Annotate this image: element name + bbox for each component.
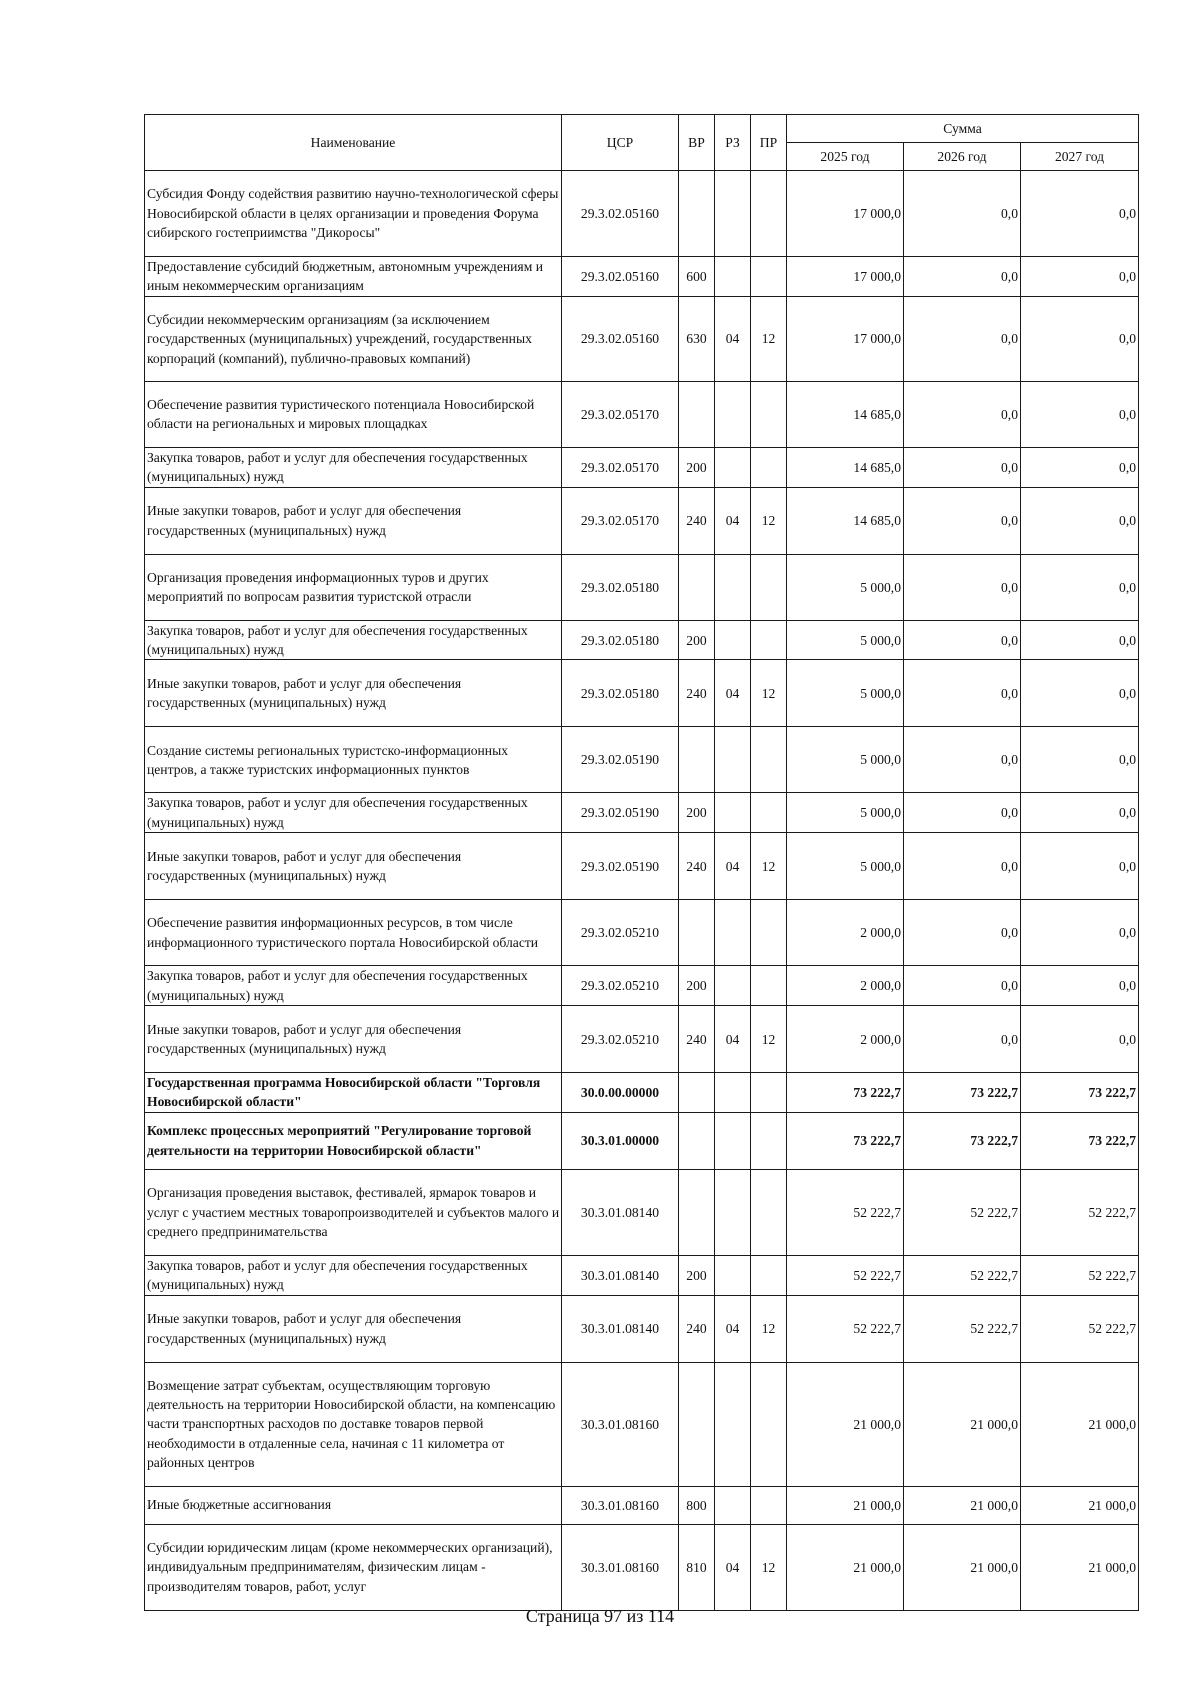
row-csr: 29.3.02.05160 xyxy=(562,171,679,257)
row-name: Организация проведения выставок, фестивалей, ярмарок товаров и услуг с участием местных товаропроизводителей и субъектов малого и среднего предпринимательства xyxy=(145,1169,562,1255)
row-csr: 29.3.02.05180 xyxy=(562,554,679,620)
header-vr: ВР xyxy=(679,115,715,171)
row-sum-2027: 0,0 xyxy=(1021,833,1139,900)
row-rz xyxy=(715,381,751,447)
table-header xyxy=(145,115,1139,171)
row-sum-2027: 52 222,7 xyxy=(1021,1169,1139,1255)
table-row xyxy=(145,554,1139,620)
row-vr xyxy=(679,554,715,620)
row-sum-2026: 0,0 xyxy=(904,447,1021,487)
row-name: Обеспечение развития туристического потенциала Новосибирской области на региональных и мировых площадках xyxy=(145,381,562,447)
row-pr: 12 xyxy=(751,1295,787,1362)
row-rz: 04 xyxy=(715,833,751,900)
row-csr: 30.3.01.08160 xyxy=(562,1486,679,1524)
row-rz: 04 xyxy=(715,1524,751,1610)
row-csr: 30.3.01.08140 xyxy=(562,1295,679,1362)
row-sum-2026: 0,0 xyxy=(904,660,1021,727)
row-pr xyxy=(751,1362,787,1486)
row-vr xyxy=(679,1362,715,1486)
row-vr xyxy=(679,1073,715,1113)
row-pr: 12 xyxy=(751,296,787,381)
row-pr xyxy=(751,1486,787,1524)
row-sum-2025: 17 000,0 xyxy=(787,296,904,381)
row-sum-2026: 0,0 xyxy=(904,900,1021,966)
row-sum-2026: 52 222,7 xyxy=(904,1295,1021,1362)
row-csr: 29.3.02.05180 xyxy=(562,660,679,727)
row-csr: 29.3.02.05170 xyxy=(562,487,679,554)
row-vr: 240 xyxy=(679,1295,715,1362)
row-csr: 29.3.02.05210 xyxy=(562,900,679,966)
row-vr xyxy=(679,1169,715,1255)
row-csr: 29.3.02.05210 xyxy=(562,1006,679,1073)
row-sum-2027: 0,0 xyxy=(1021,381,1139,447)
table-row xyxy=(145,1295,1139,1362)
row-rz xyxy=(715,1486,751,1524)
row-sum-2025: 5 000,0 xyxy=(787,793,904,833)
row-name: Комплекс процессных мероприятий "Регулирование торговой деятельности на территории Новосибирской области" xyxy=(145,1112,562,1169)
row-csr: 30.3.01.00000 xyxy=(562,1112,679,1169)
table-row xyxy=(145,1169,1139,1255)
row-csr: 30.3.01.08160 xyxy=(562,1524,679,1610)
row-csr: 29.3.02.05190 xyxy=(562,727,679,793)
table-body xyxy=(145,171,1139,1611)
header-rz: РЗ xyxy=(715,115,751,171)
row-vr: 240 xyxy=(679,833,715,900)
row-vr: 200 xyxy=(679,447,715,487)
table-row xyxy=(145,660,1139,727)
row-pr xyxy=(751,1073,787,1113)
table-row xyxy=(145,1486,1139,1524)
table-row xyxy=(145,487,1139,554)
row-pr: 12 xyxy=(751,1524,787,1610)
row-name: Закупка товаров, работ и услуг для обеспечения государственных (муниципальных) нужд xyxy=(145,1255,562,1295)
table-row xyxy=(145,257,1139,297)
table-row xyxy=(145,620,1139,660)
row-rz: 04 xyxy=(715,660,751,727)
row-sum-2027: 0,0 xyxy=(1021,296,1139,381)
row-sum-2025: 14 685,0 xyxy=(787,381,904,447)
row-pr xyxy=(751,257,787,297)
row-sum-2026: 0,0 xyxy=(904,554,1021,620)
row-vr: 240 xyxy=(679,487,715,554)
header-year-2025: 2025 год xyxy=(787,143,904,171)
table-row xyxy=(145,793,1139,833)
table-row xyxy=(145,1073,1139,1113)
row-csr: 30.0.00.00000 xyxy=(562,1073,679,1113)
row-name: Субсидия Фонду содействия развитию научно-технологической сферы Новосибирской области в целях организации и проведения Форума сибирского гостеприимства "Дикоросы" xyxy=(145,171,562,257)
row-vr xyxy=(679,1112,715,1169)
row-sum-2025: 14 685,0 xyxy=(787,447,904,487)
row-pr xyxy=(751,620,787,660)
row-pr xyxy=(751,1169,787,1255)
row-name: Закупка товаров, работ и услуг для обеспечения государственных (муниципальных) нужд xyxy=(145,793,562,833)
row-sum-2026: 73 222,7 xyxy=(904,1112,1021,1169)
row-name: Закупка товаров, работ и услуг для обеспечения государственных (муниципальных) нужд xyxy=(145,447,562,487)
header-year-2026: 2026 год xyxy=(904,143,1021,171)
row-rz xyxy=(715,1112,751,1169)
row-csr: 29.3.02.05180 xyxy=(562,620,679,660)
row-sum-2025: 17 000,0 xyxy=(787,257,904,297)
row-sum-2027: 0,0 xyxy=(1021,620,1139,660)
row-csr: 30.3.01.08140 xyxy=(562,1255,679,1295)
row-pr xyxy=(751,381,787,447)
row-sum-2026: 0,0 xyxy=(904,171,1021,257)
row-sum-2025: 73 222,7 xyxy=(787,1073,904,1113)
row-csr: 29.3.02.05170 xyxy=(562,447,679,487)
row-rz xyxy=(715,1169,751,1255)
row-name: Иные закупки товаров, работ и услуг для обеспечения государственных (муниципальных) нужд xyxy=(145,487,562,554)
table-row xyxy=(145,966,1139,1006)
row-rz xyxy=(715,257,751,297)
row-vr: 200 xyxy=(679,1255,715,1295)
row-sum-2027: 21 000,0 xyxy=(1021,1524,1139,1610)
row-sum-2025: 2 000,0 xyxy=(787,966,904,1006)
row-sum-2027: 21 000,0 xyxy=(1021,1486,1139,1524)
row-sum-2027: 73 222,7 xyxy=(1021,1112,1139,1169)
row-pr xyxy=(751,900,787,966)
row-sum-2027: 0,0 xyxy=(1021,447,1139,487)
row-sum-2026: 0,0 xyxy=(904,257,1021,297)
row-name: Иные закупки товаров, работ и услуг для обеспечения государственных (муниципальных) нужд xyxy=(145,660,562,727)
row-sum-2025: 52 222,7 xyxy=(787,1255,904,1295)
row-rz xyxy=(715,171,751,257)
row-pr xyxy=(751,171,787,257)
row-rz: 04 xyxy=(715,1295,751,1362)
row-pr xyxy=(751,1112,787,1169)
row-sum-2027: 0,0 xyxy=(1021,660,1139,727)
row-sum-2025: 21 000,0 xyxy=(787,1486,904,1524)
header-csr: ЦСР xyxy=(562,115,679,171)
row-csr: 29.3.02.05210 xyxy=(562,966,679,1006)
row-sum-2025: 5 000,0 xyxy=(787,620,904,660)
row-name: Иные бюджетные ассигнования xyxy=(145,1486,562,1524)
header-pr: ПР xyxy=(751,115,787,171)
row-sum-2027: 52 222,7 xyxy=(1021,1295,1139,1362)
row-csr: 29.3.02.05160 xyxy=(562,296,679,381)
row-vr: 200 xyxy=(679,966,715,1006)
row-vr: 240 xyxy=(679,660,715,727)
row-rz xyxy=(715,1073,751,1113)
row-sum-2026: 0,0 xyxy=(904,487,1021,554)
row-vr: 630 xyxy=(679,296,715,381)
table-row xyxy=(145,900,1139,966)
row-vr: 200 xyxy=(679,620,715,660)
row-sum-2027: 0,0 xyxy=(1021,487,1139,554)
row-sum-2025: 52 222,7 xyxy=(787,1295,904,1362)
row-rz xyxy=(715,1362,751,1486)
row-sum-2026: 0,0 xyxy=(904,727,1021,793)
row-rz xyxy=(715,447,751,487)
row-vr xyxy=(679,171,715,257)
row-vr: 240 xyxy=(679,1006,715,1073)
row-csr: 30.3.01.08140 xyxy=(562,1169,679,1255)
row-sum-2025: 21 000,0 xyxy=(787,1524,904,1610)
row-vr xyxy=(679,900,715,966)
row-sum-2025: 21 000,0 xyxy=(787,1362,904,1486)
table-row xyxy=(145,1112,1139,1169)
row-pr xyxy=(751,447,787,487)
row-sum-2025: 2 000,0 xyxy=(787,900,904,966)
row-rz: 04 xyxy=(715,487,751,554)
row-name: Обеспечение развития информационных ресурсов, в том числе информационного туристического портала Новосибирской области xyxy=(145,900,562,966)
table-row xyxy=(145,447,1139,487)
table-row xyxy=(145,1006,1139,1073)
row-vr: 600 xyxy=(679,257,715,297)
row-sum-2025: 14 685,0 xyxy=(787,487,904,554)
row-pr: 12 xyxy=(751,487,787,554)
row-sum-2027: 0,0 xyxy=(1021,1006,1139,1073)
row-sum-2026: 0,0 xyxy=(904,833,1021,900)
row-sum-2027: 0,0 xyxy=(1021,900,1139,966)
row-vr: 810 xyxy=(679,1524,715,1610)
row-sum-2025: 5 000,0 xyxy=(787,660,904,727)
row-name: Субсидии некоммерческим организациям (за исключением государственных (муниципальных) учреждений, государственных корпораций (компаний), публично-правовых компаний) xyxy=(145,296,562,381)
header-sum: Сумма xyxy=(787,115,1139,143)
row-sum-2027: 21 000,0 xyxy=(1021,1362,1139,1486)
row-pr xyxy=(751,793,787,833)
row-sum-2027: 0,0 xyxy=(1021,793,1139,833)
row-csr: 30.3.01.08160 xyxy=(562,1362,679,1486)
row-csr: 29.3.02.05190 xyxy=(562,833,679,900)
row-sum-2026: 52 222,7 xyxy=(904,1255,1021,1295)
row-rz: 04 xyxy=(715,296,751,381)
row-name: Субсидии юридическим лицам (кроме некоммерческих организаций), индивидуальным предпринимателям, физическим лицам - производителям товаров, работ, услуг xyxy=(145,1524,562,1610)
row-pr xyxy=(751,727,787,793)
row-sum-2025: 52 222,7 xyxy=(787,1169,904,1255)
row-pr: 12 xyxy=(751,1006,787,1073)
row-rz xyxy=(715,793,751,833)
row-pr: 12 xyxy=(751,660,787,727)
budget-table-wrapper xyxy=(144,114,1138,1611)
row-name: Иные закупки товаров, работ и услуг для обеспечения государственных (муниципальных) нужд xyxy=(145,833,562,900)
row-sum-2025: 73 222,7 xyxy=(787,1112,904,1169)
row-rz xyxy=(715,727,751,793)
row-pr xyxy=(751,554,787,620)
row-name: Государственная программа Новосибирской области "Торговля Новосибирской области" xyxy=(145,1073,562,1113)
table-row xyxy=(145,171,1139,257)
row-sum-2025: 5 000,0 xyxy=(787,833,904,900)
row-sum-2027: 0,0 xyxy=(1021,171,1139,257)
row-rz: 04 xyxy=(715,1006,751,1073)
row-name: Предоставление субсидий бюджетным, автономным учреждениям и иным некоммерческим организациям xyxy=(145,257,562,297)
row-pr xyxy=(751,966,787,1006)
row-name: Закупка товаров, работ и услуг для обеспечения государственных (муниципальных) нужд xyxy=(145,620,562,660)
row-sum-2025: 17 000,0 xyxy=(787,171,904,257)
table-row xyxy=(145,1524,1139,1610)
row-sum-2026: 0,0 xyxy=(904,793,1021,833)
row-sum-2026: 21 000,0 xyxy=(904,1486,1021,1524)
row-rz xyxy=(715,554,751,620)
row-rz xyxy=(715,966,751,1006)
header-year-2027: 2027 год xyxy=(1021,143,1139,171)
row-sum-2027: 0,0 xyxy=(1021,966,1139,1006)
row-sum-2027: 0,0 xyxy=(1021,554,1139,620)
row-sum-2027: 0,0 xyxy=(1021,727,1139,793)
row-name: Организация проведения информационных туров и других мероприятий по вопросам развития туристской отрасли xyxy=(145,554,562,620)
row-sum-2026: 0,0 xyxy=(904,620,1021,660)
row-sum-2026: 0,0 xyxy=(904,1006,1021,1073)
table-row xyxy=(145,727,1139,793)
row-name: Возмещение затрат субъектам, осуществляющим торговую деятельность на территории Новосибирской области, на компенсацию части транспортных расходов по доставке товаров первой необходимости в отдаленные села, начиная с 11 километра от районных центров xyxy=(145,1362,562,1486)
header-name: Наименование xyxy=(145,115,562,171)
row-name: Создание системы региональных туристско-информационных центров, а также туристских информационных пунктов xyxy=(145,727,562,793)
row-rz xyxy=(715,900,751,966)
row-rz xyxy=(715,1255,751,1295)
row-sum-2026: 73 222,7 xyxy=(904,1073,1021,1113)
row-name: Иные закупки товаров, работ и услуг для обеспечения государственных (муниципальных) нужд xyxy=(145,1295,562,1362)
row-csr: 29.3.02.05160 xyxy=(562,257,679,297)
row-sum-2026: 0,0 xyxy=(904,966,1021,1006)
row-name: Иные закупки товаров, работ и услуг для обеспечения государственных (муниципальных) нужд xyxy=(145,1006,562,1073)
row-sum-2027: 52 222,7 xyxy=(1021,1255,1139,1295)
row-sum-2026: 21 000,0 xyxy=(904,1524,1021,1610)
table-row xyxy=(145,296,1139,381)
row-sum-2026: 52 222,7 xyxy=(904,1169,1021,1255)
row-sum-2027: 73 222,7 xyxy=(1021,1073,1139,1113)
table-row xyxy=(145,381,1139,447)
row-vr xyxy=(679,727,715,793)
row-vr: 200 xyxy=(679,793,715,833)
row-sum-2026: 21 000,0 xyxy=(904,1362,1021,1486)
row-sum-2026: 0,0 xyxy=(904,381,1021,447)
table-row xyxy=(145,833,1139,900)
row-csr: 29.3.02.05190 xyxy=(562,793,679,833)
row-sum-2027: 0,0 xyxy=(1021,257,1139,297)
row-name: Закупка товаров, работ и услуг для обеспечения государственных (муниципальных) нужд xyxy=(145,966,562,1006)
table-row xyxy=(145,1255,1139,1295)
row-sum-2025: 5 000,0 xyxy=(787,727,904,793)
row-vr: 800 xyxy=(679,1486,715,1524)
budget-table xyxy=(144,114,1139,1611)
row-rz xyxy=(715,620,751,660)
row-csr: 29.3.02.05170 xyxy=(562,381,679,447)
row-sum-2026: 0,0 xyxy=(904,296,1021,381)
row-pr: 12 xyxy=(751,833,787,900)
row-sum-2025: 5 000,0 xyxy=(787,554,904,620)
page-number: Страница 97 из 114 xyxy=(525,1606,675,1626)
table-row xyxy=(145,1362,1139,1486)
row-pr xyxy=(751,1255,787,1295)
row-sum-2025: 2 000,0 xyxy=(787,1006,904,1073)
row-vr xyxy=(679,381,715,447)
